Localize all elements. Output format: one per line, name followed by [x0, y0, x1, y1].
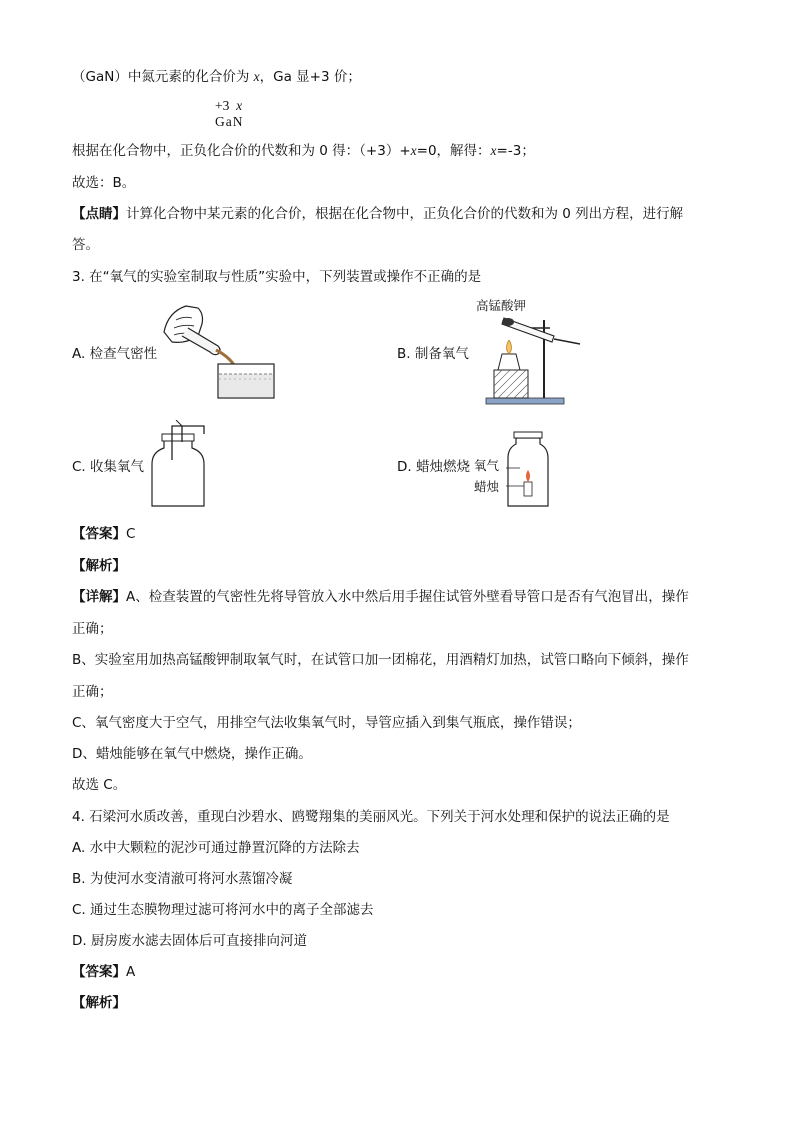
detail-b-cont: 正确； — [72, 684, 113, 700]
label-oxygen: 氧气 — [474, 458, 500, 473]
tag-answer: 【答案】 — [72, 526, 126, 542]
answer-3 — [72, 525, 135, 543]
line-dianjing — [72, 205, 683, 223]
tag-answer: 【答案】 — [72, 964, 126, 980]
label-kmno4: 高锰酸钾 — [476, 298, 527, 313]
label-candle: 蜡烛 — [474, 479, 500, 494]
variable-x: x — [410, 143, 417, 158]
answer-value: C — [126, 526, 136, 542]
line-choice-b: 故选：B。 — [72, 175, 136, 191]
detail-d: D、蜡烛能够在氧气中燃烧，操作正确。 — [72, 746, 312, 762]
text: 计算化合物中某元素的化合价，根据在化合物中，正负化合价的代数和为 0 列出方程，进行解 — [126, 206, 684, 222]
line-gan-valence — [72, 68, 361, 86]
figure-airtightness-check — [158, 302, 278, 402]
variable-x: x — [253, 69, 260, 84]
answer-value: A — [126, 964, 136, 980]
line-algebraic-sum — [72, 142, 535, 160]
option-b: B. 制备氧气 — [397, 346, 469, 362]
option-d: D. 蜡烛燃烧 — [397, 459, 470, 475]
text: =-3； — [496, 143, 535, 159]
question-4-option-a: A. 水中大颗粒的泥沙可通过静置沉降的方法除去 — [72, 840, 360, 856]
analysis-heading-3: 【解析】 — [72, 558, 126, 574]
question-3: 3. 在“氧气的实验室制取与性质”实验中，下列装置或操作不正确的是 — [72, 269, 482, 285]
detail-choice: 故选 C。 — [72, 777, 127, 793]
valence-ga: +3 — [215, 98, 230, 113]
formula-gan: GaN — [215, 114, 244, 129]
valence-top — [215, 98, 244, 114]
question-4-option-d: D. 厨房废水滤去固体后可直接排向河道 — [72, 933, 307, 949]
variable-x: x — [490, 143, 497, 158]
question-4: 4. 石梁河水质改善，重现白沙碧水、鸥鹭翔集的美丽风光。下列关于河水处理和保护的说法正确的是 — [72, 809, 670, 825]
question-4-option-b: B. 为使河水变清澈可将河水蒸馏冷凝 — [72, 871, 293, 887]
detail-b: B、实验室用加热高锰酸钾制取氧气时，在试管口加一团棉花，用酒精灯加热，试管口略向下倾斜，操作 — [72, 652, 689, 668]
text: A、检查装置的气密性先将导管放入水中然后用手握住试管外壁看导管口是否有气泡冒出，操作 — [126, 589, 689, 605]
text: 根据在化合物中，正负化合价的代数和为 0 得：（+3）+ — [72, 143, 411, 159]
text: （GaN）中氮元素的化合价为 — [72, 69, 254, 85]
figure-gas-collection — [146, 420, 210, 508]
detail-a — [72, 588, 689, 606]
tag-dianjing: 【点睛】 — [72, 206, 126, 222]
analysis-heading-4: 【解析】 — [72, 995, 126, 1011]
detail-c: C、氧气密度大于空气，用排空气法收集氧气时，导管应插入到集气瓶底，操作错误； — [72, 715, 581, 731]
question-4-option-c: C. 通过生态膜物理过滤可将河水中的离子全部滤去 — [72, 902, 374, 918]
figure-candle-burning — [506, 424, 550, 508]
tag-detail: 【详解】 — [72, 589, 126, 605]
text: ，Ga 显+3 价； — [259, 69, 361, 85]
line-dianjing-cont: 答。 — [72, 237, 99, 253]
text: =0，解得： — [416, 143, 491, 159]
detail-a-cont: 正确； — [72, 621, 113, 637]
figure-oxygen-preparation — [484, 314, 584, 406]
option-a: A. 检查气密性 — [72, 346, 158, 362]
answer-4 — [72, 963, 135, 981]
valence-n: x — [236, 98, 243, 113]
option-c: C. 收集氧气 — [72, 459, 145, 475]
valence-notation — [215, 98, 244, 130]
